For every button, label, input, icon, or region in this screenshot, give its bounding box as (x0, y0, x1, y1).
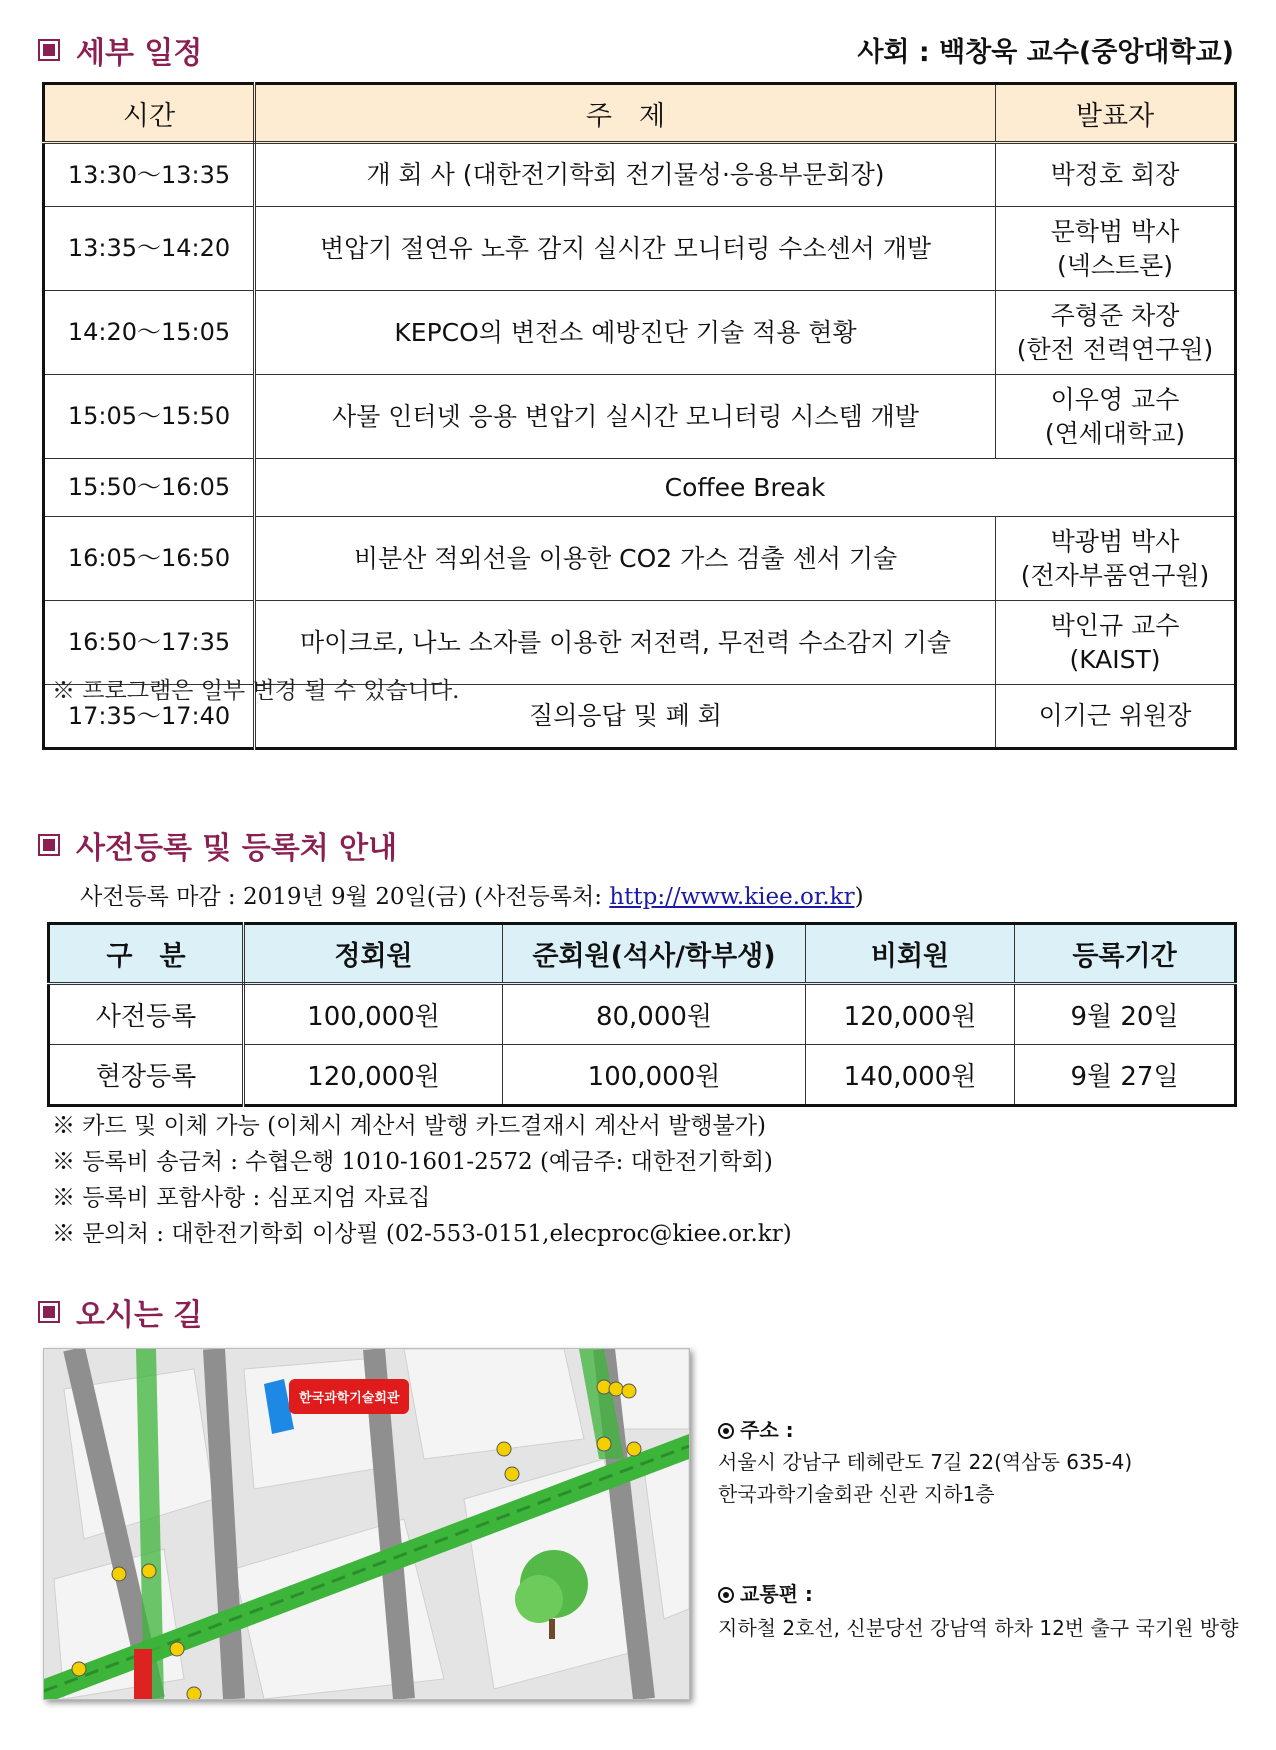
registration-note: ※ 문의처 : 대한전기학회 이상필 (02-553-0151,elecproc@kiee.or.kr) (52, 1221, 792, 1247)
address-label-text: 주소 : (740, 1418, 794, 1442)
chair-info: 사회 : 백창욱 교수(중앙대학교) (857, 37, 1234, 68)
transit-label-text: 교통편 : (740, 1582, 813, 1606)
schedule-row (44, 291, 1236, 375)
transit-line: 지하철 2호선, 신분당선 강남역 하차 12번 출구 국기원 방향 (718, 1616, 1239, 1640)
schedule-topic: 질의응답 및 폐 회 (255, 685, 996, 749)
registration-cell: 120,000원 (806, 984, 1015, 1045)
schedule-presenter (996, 601, 1236, 685)
square-bullet-icon (38, 1301, 60, 1323)
schedule-presenter (996, 207, 1236, 291)
registration-cell: 100,000원 (244, 984, 503, 1045)
presenter-affiliation: (한전 전력연구원) (1016, 334, 1214, 364)
presenter-name: 이우영 교수 (1050, 384, 1180, 414)
header-time: 시간 (44, 84, 255, 143)
registration-note: ※ 등록비 송금처 : 수협은행 1010-1601-2572 (예금주: 대한전기학회) (52, 1149, 773, 1175)
schedule-time: 15:05～15:50 (44, 375, 255, 459)
reg-header-period: 등록기간 (1015, 924, 1236, 984)
transit-label (718, 1578, 813, 1607)
registration-cell: 80,000원 (503, 984, 806, 1045)
schedule-presenter (996, 291, 1236, 375)
schedule-time: 15:50～16:05 (44, 459, 255, 517)
schedule-topic: 변압기 절연유 노후 감지 실시간 모니터링 수소센서 개발 (255, 207, 996, 291)
header-presenter: 발표자 (996, 84, 1236, 143)
presenter-name: 이기근 위원장 (1038, 701, 1192, 731)
registration-row (49, 984, 1236, 1045)
registration-cell: 현장등록 (49, 1045, 244, 1106)
schedule-presenter (996, 143, 1236, 207)
bullet-icon (718, 1423, 734, 1439)
presenter-affiliation: (전자부품연구원) (1020, 560, 1210, 590)
schedule-row (44, 375, 1236, 459)
schedule-topic: KEPCO의 변전소 예방진단 기술 적용 현황 (255, 291, 996, 375)
schedule-note: ※ 프로그램은 일부 변경 될 수 있습니다. (52, 678, 460, 704)
schedule-presenter (996, 685, 1236, 749)
registration-cell: 9월 27일 (1015, 1045, 1236, 1106)
schedule-time: 13:35～14:20 (44, 207, 255, 291)
registration-row (49, 1045, 1236, 1106)
schedule-presenter (996, 375, 1236, 459)
registration-cell: 9월 20일 (1015, 984, 1236, 1045)
section-title-schedule (38, 28, 202, 72)
registration-table (47, 922, 1237, 1107)
destination-label: 한국과학기술회관 (289, 1379, 409, 1414)
schedule-topic: 마이크로, 나노 소자를 이용한 저전력, 무전력 수소감지 기술 (255, 601, 996, 685)
schedule-topic: 사물 인터넷 응용 변압기 실시간 모니터링 시스템 개발 (255, 375, 996, 459)
address-line-1: 서울시 강남구 테헤란도 7길 22(역삼동 635-4) (718, 1450, 1133, 1474)
deadline-close: ) (854, 884, 864, 910)
presenter-affiliation: (연세대학교) (1044, 418, 1186, 448)
bullet-icon (718, 1587, 734, 1603)
registration-cell: 120,000원 (244, 1045, 503, 1106)
section-title-text: 오시는 길 (76, 1298, 203, 1333)
presenter-name: 주형준 차장 (1050, 300, 1180, 330)
registration-cell: 140,000원 (806, 1045, 1015, 1106)
schedule-topic: 비분산 적외선을 이용한 CO2 가스 검출 센서 기술 (255, 517, 996, 601)
registration-note: ※ 카드 및 이체 가능 (이체시 계산서 발행 카드결재시 계산서 발행불가) (52, 1113, 766, 1139)
reg-header-category: 구 분 (49, 924, 244, 984)
schedule-row (44, 207, 1236, 291)
square-bullet-icon (38, 834, 60, 856)
section-title-registration (38, 823, 397, 867)
presenter-affiliation: (넥스트론) (1056, 250, 1174, 280)
schedule-time: 16:50～17:35 (44, 601, 255, 685)
reg-header-nonmember: 비회원 (806, 924, 1015, 984)
schedule-time: 16:05～16:50 (44, 517, 255, 601)
schedule-time: 17:35～17:40 (44, 685, 255, 749)
location-map (43, 1348, 690, 1700)
presenter-name: 박광범 박사 (1050, 526, 1180, 556)
square-bullet-icon (38, 39, 60, 61)
presenter-affiliation: (KAIST) (1069, 644, 1161, 674)
schedule-time: 14:20～15:05 (44, 291, 255, 375)
schedule-table (42, 82, 1237, 750)
deadline-text: 사전등록 마감 : 2019년 9월 20일(금) (사전등록처: (80, 884, 610, 910)
deadline-line (80, 878, 864, 911)
registration-notes (52, 1108, 792, 1252)
reg-header-associate: 준회원(석사/학부생) (503, 924, 806, 984)
presenter-name: 박정호 회장 (1050, 160, 1180, 190)
header-topic: 주 제 (255, 84, 996, 143)
address-line-2: 한국과학기술회관 신관 지하1층 (718, 1482, 995, 1506)
address-label (718, 1414, 794, 1443)
schedule-time: 13:30～13:35 (44, 143, 255, 207)
presenter-name: 박인규 교수 (1050, 610, 1180, 640)
section-title-text: 세부 일정 (76, 36, 203, 71)
schedule-presenter (996, 517, 1236, 601)
registration-cell: 사전등록 (49, 984, 244, 1045)
section-title-text: 사전등록 및 등록처 안내 (76, 831, 398, 866)
schedule-topic: 개 회 사 (대한전기학회 전기물성·응용부문회장) (255, 143, 996, 207)
reg-header-member: 정회원 (244, 924, 503, 984)
schedule-row (44, 459, 1236, 517)
schedule-topic: Coffee Break (255, 459, 1236, 517)
registration-cell: 100,000원 (503, 1045, 806, 1106)
schedule-row (44, 517, 1236, 601)
schedule-row (44, 143, 1236, 207)
presenter-name: 문학범 박사 (1050, 216, 1180, 246)
registration-note: ※ 등록비 포함사항 : 심포지엄 자료집 (52, 1185, 431, 1211)
section-title-directions (38, 1290, 202, 1334)
registration-link[interactable]: http://www.kiee.or.kr (609, 884, 855, 910)
